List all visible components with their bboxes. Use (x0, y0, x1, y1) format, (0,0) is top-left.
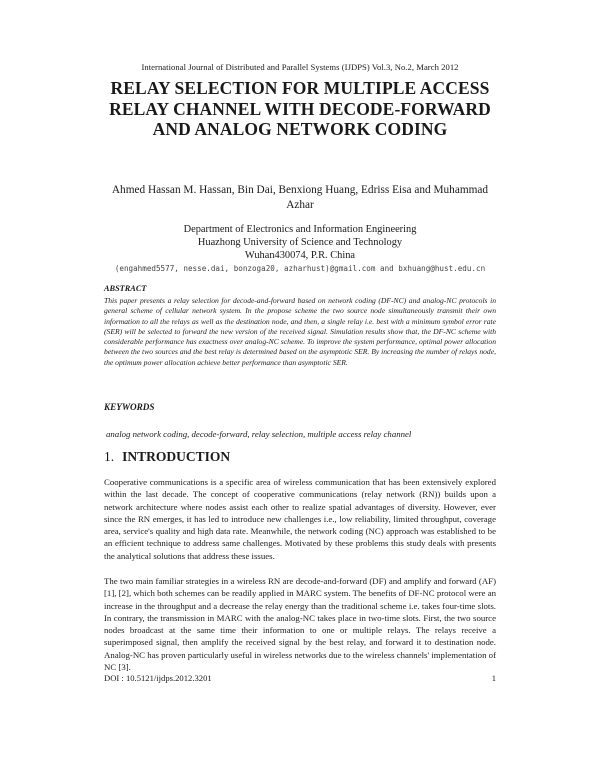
doi-text: DOI : 10.5121/ijdps.2012.3201 (104, 673, 212, 683)
affiliation-department: Department of Electronics and Information Engineering (183, 224, 417, 235)
section-title: INTRODUCTION (122, 449, 231, 464)
author-emails: (engahmed5577, nesse.dai, bonzoga20, azharhust)@gmail.com and bxhuang@hust.edu.cn (114, 264, 486, 273)
keywords-heading: KEYWORDS (104, 402, 155, 412)
page-footer (104, 673, 496, 683)
paragraph: Cooperative communications is a specific area of wireless communication that has been extensively explored within the last decade. The concept of cooperative communications (relay network (RN)) builds upon a network architecture where nodes assist each other to realize spatial advantages of diversity. However, ever since the RN emerges, it has led to introduce new challenges i.e., low reliability, limited throughput, coverage area, service's quality and high data rate. Meanwhile, the network coding (NC) approach was established to be an efficient technique to address same challenges. Motivated by these problems this study deals with presents the analytical solutions that address these issues. (104, 477, 496, 561)
paragraph: The two main familiar strategies in a wireless RN are decode-and-forward (DF) and amplify and forward (AF) [1], [2], which both schemes can be readily applied in MARC system. The benefits of DF-NC protocol were an increase in the throughput and a decrease the relay energy than the traditional scheme i.e. takes four-time slots. In contrary, the transmission in MARC with the analog-NC takes place in two-time slots. First, the two source nodes broadcast at the same time their information to one or multiple relays. The relays receive a superimposed signal, then amplify the received signal by the best relay, and forward it to destination node. Analog-NC has proven particularly useful in wireless networks due to the wireless channels' implementation of NC [3]. (104, 576, 496, 673)
keywords-text: analog network coding, decode-forward, relay selection, multiple access relay channel (106, 429, 412, 439)
affiliation-block (100, 223, 500, 262)
affiliation-city: Wuhan430074, P.R. China (244, 250, 356, 261)
abstract-heading: ABSTRACT (104, 284, 147, 293)
running-header: International Journal of Distributed and Parallel Systems (IJDPS) Vol.3, No.2, March 2012 (141, 62, 459, 72)
section-heading-introduction (104, 449, 230, 465)
abstract-text: This paper presents a relay selection for decode-and-forward based on network coding (DF-NC) and analog-NC protocols in general scheme of cellular network system. In the propose scheme the two source node simultaneously transmit their own information to all the relays as well as the destination node, and then, a single relay i.e. best with a minimum symbol error rate (SER) will be selected to forward the new version of the received signal. Simulation results show that, the DF-NC scheme with considerable performance has exactness over analog-NC scheme. To improve the system performance, optimal power allocation between the two sources and the best relay is determined based on the asymptotic SER. By increasing the number of relays node, the optimum power allocation achieve better performance than asymptotic SER. (104, 296, 496, 367)
affiliation-university: Huazhong University of Science and Technology (197, 237, 403, 248)
paper-title: RELAY SELECTION FOR MULTIPLE ACCESS RELAY CHANNEL WITH DECODE-FORWARD AND ANALOG NETWORK CODING (109, 78, 491, 139)
author-list: Ahmed Hassan M. Hassan, Bin Dai, Benxiong Huang, Edriss Eisa and Muhammad Azhar (111, 184, 489, 211)
section-number: 1. (104, 449, 115, 464)
page-number: 1 (491, 673, 496, 683)
